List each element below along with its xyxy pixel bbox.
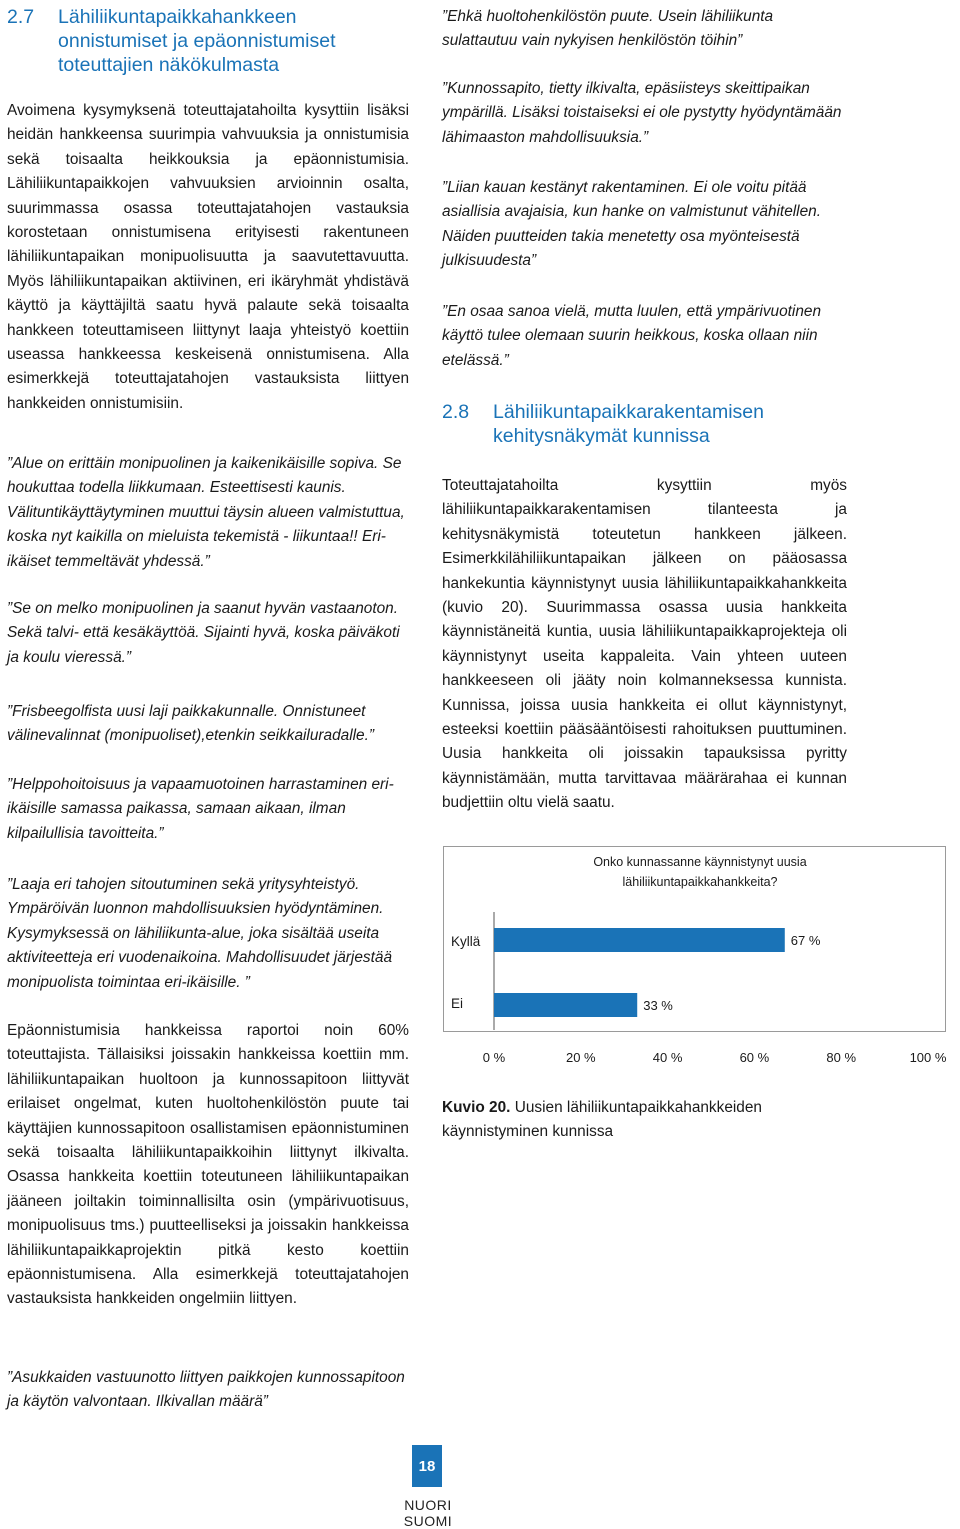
failures-paragraph: Epäonnistumisia hankkeissa raportoi noin 60% toteuttajista. Tällaisiksi joissakin hankkeissa koettiin mm. lähiliikuntapaikan huoltoon ja kunnossapitoon liittyvät erilaiset ongelmat, kuten huoltohenkilöstön puute tai käyttäjien kunnossapitoon osallistamisen epäonnistuminen sekä toisaalta lähiliikuntapaikkoihin liittynyt ilkivalta. Osassa hankkeita koettiin toteutuneen lähiliikuntapaikan jääneen joiltakin toiminnallisilta osin (ympärivuotisuus, monipuolisuus tms.) puutteelliseksi ja joissakin hankkeissa lähiliikuntapaikkaprojektin pitkä kesto koettiin epäonnistumisena. Alla esimerkkejä toteuttajatahojen vastauksista hankkeiden ongelmiin liittyen. xyxy=(7,1022,409,1308)
x-tick-label: 20 % xyxy=(565,1050,596,1065)
quote-failure-2: ”Ehkä huoltohenkilöstön puute. Usein lähiliikunta sulattautuu vain nykyisen henkilöstön töihin” xyxy=(442,8,774,50)
chart-title-line2: lähiliikuntapaikkahankkeita? xyxy=(622,875,778,889)
value-label: 33 % xyxy=(643,998,673,1013)
intro-paragraph: Avoimena kysymyksenä toteuttajatahoilta kysyttiin lisäksi heidän hankkeensa suurimpia vahvuuksia ja onnistumisia sekä toisaalta heikkouksia ja epäonnistumisia. Lähiliikuntapaikkojen vahvuuksien arvioinnin osalta, suurimmassa osassa toteuttajatahojen vastauksia korostetaan onnistumisena erityisesti rakentuneen lähiliikuntapaikan monipuolisuutta ja saavutettavuutta. Myös lähiliikuntapaikan aktiivinen, eri ikäryhmät yhdistävä käyttö ja käyttäjiltä saatu hyvä palaute sekä toisaalta hankkeen toteuttamiseen liittynyt laaja yhteistyö koettiin useassa hankkeessa keskeisenä onnistumisena. Alla esimerkkejä toteuttajatahojen vastauksista liittyen hankkeiden onnistumisiin. xyxy=(7,102,409,412)
figure-caption xyxy=(442,1096,862,1145)
caption-text: Uusien lähiliikuntapaikkahankkeiden käynnistyminen kunnissa xyxy=(442,1099,762,1141)
quote-failure-4: ”Liian kauan kestänyt rakentaminen. Ei ole voitu pitää asiallisia avajaisia, kun hanke on valmistunut vähitellen. Näiden puutteiden takia menetetty osa myönteisestä julkisuudesta” xyxy=(442,179,821,270)
quote-success-3: ”Frisbeegolfista uusi laji paikkakunnalle. Onnistuneet välinevalinnat (monipuoliset),etenkin seikkailuradalle.” xyxy=(7,703,375,745)
quote-failure-3: ”Kunnossapito, tietty ilkivalta, epäsiisteys skeittipaikan ympärillä. Lisäksi toistaiseksi ei ole pystytty hyödyntämään lähimaaston mahdollisuuksia.” xyxy=(442,80,842,146)
quote-success-5: ”Laaja eri tahojen sitoutuminen sekä yritysyhteistyö. Ympäröivän luonnon mahdollisuuksien hyödyntäminen. Kysymyksessä on lähiliikunta-alue, joka sisältää useita aktiviteetteja eri vuodenaikoina. Mahdollisuudet järjestää monipuolista toimintaa eri-ikäisille. ” xyxy=(7,876,392,991)
chart-plot-area xyxy=(451,912,947,1065)
x-tick-label: 100 % xyxy=(909,1050,947,1065)
chart-title-line1: Onko kunnassanne käynnistynyt uusia xyxy=(593,855,807,869)
x-tick-label: 0 % xyxy=(482,1050,506,1065)
quote-success-4: ”Helppohoitoisuus ja vapaamuotoinen harrastaminen eri-ikäisille samassa paikassa, samaan aikaan, ilman kilpailullisia tavoitteita.” xyxy=(7,776,394,842)
x-tick-label: 60 % xyxy=(739,1050,770,1065)
footer-publisher: NUORI SUOMI xyxy=(403,1497,453,1529)
page-number: 18 xyxy=(412,1445,442,1487)
section-title: Lähiliikuntapaikkarakentamisen kehitysnäkymät kunnissa xyxy=(493,401,764,447)
caption-label: Kuvio 20. xyxy=(442,1099,511,1116)
development-paragraph: Toteuttajatahoilta kysyttiin myös lähiliikuntapaikkarakentamisen tilanteesta ja kehitysnäkymistä toteutetun hankkeen jälkeen. Esimerkkilähiliikuntapaikan jälkeen on pääosassa hankekuntia käynnistynyt uusia lähiliikuntapaikkahankkeita (kuvio 20). Suurimmassa osassa uusia hankkeita käynnistäneitä kuntia, uusia lähiliikuntapaikkaprojekteja oli käynnistynyt useita kappaleita. Vain yhteen uuteen hankkeeseen oli jääty noin kolmanneksessa kunnista. Kunnissa, joissa uusia hankkeita ei ollut käynnistynyt, esteeksi koettiin pääsääntöisesti rahoituksen puuttuminen. Uusia hankkeita oli joissakin tapauksissa pyritty käynnistämään, mutta tarvittavaa määrärahaa ei kunnan budjettiin oltu vielä saatu. xyxy=(442,477,847,812)
bar-kyllä xyxy=(494,928,785,952)
bar-ei xyxy=(494,993,637,1017)
quote-success-1: ”Alue on erittäin monipuolinen ja kaikenikäisille sopiva. Se houkuttaa todella liikkumaan. Esteettisesti kaunis. Välituntikäyttäytyminen muuttui täysin alueen valmistuttua, koska nyt kaikilla on mieluista tekemistä - liikuntaa!! Eri-ikäiset temmeltävät yhdessä.” xyxy=(7,455,405,570)
quote-success-2: ”Se on melko monipuolinen ja saanut hyvän vastaanoton. Sekä talvi- että kesäkäyttöä. Sijainti hyvä, koska päiväkoti ja koulu vieressä.” xyxy=(7,600,400,666)
quote-failure-5: ”En osaa sanoa vielä, mutta luulen, että ympärivuotinen käyttö tulee olemaan suurin heikkous, koska ollaan niin etelässä.” xyxy=(442,303,822,369)
x-tick-label: 80 % xyxy=(826,1050,857,1065)
category-label: Kyllä xyxy=(451,934,481,949)
section-number: 2.7 xyxy=(7,6,35,28)
quote-failure-1: ”Asukkaiden vastuunotto liittyen paikkojen kunnossapitoon ja käytön valvontaan. Ilkivallan määrä” xyxy=(7,1369,405,1411)
value-label: 67 % xyxy=(790,933,821,948)
x-tick-label: 40 % xyxy=(652,1050,683,1065)
category-label: Ei xyxy=(451,996,464,1011)
section-number: 2.8 xyxy=(442,401,470,423)
section-title: Lähiliikuntapaikkahankkeen onnistumiset ja epäonnistumiset toteuttajien näkökulmasta xyxy=(58,6,336,76)
